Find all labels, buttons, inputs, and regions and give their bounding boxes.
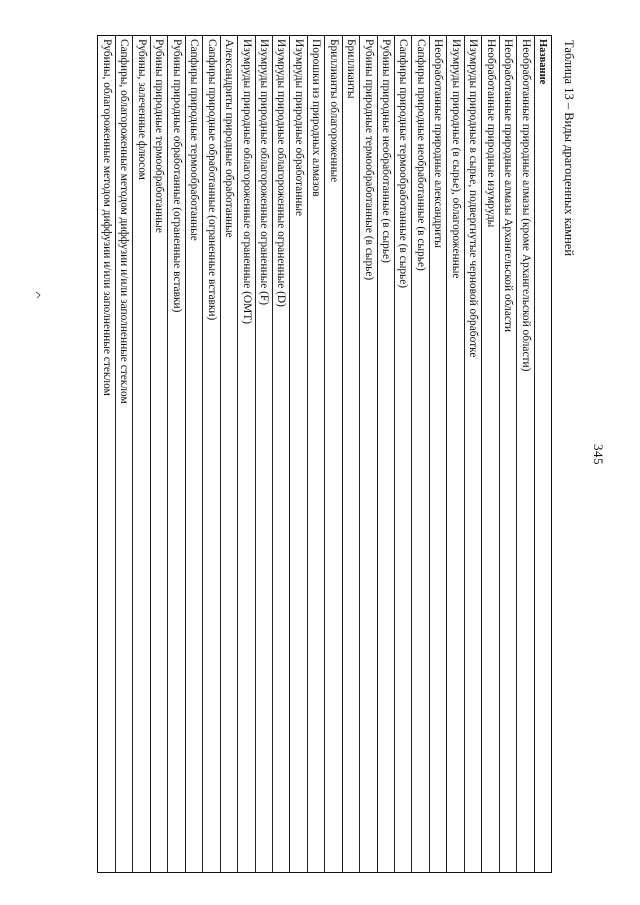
table-row: Необработанные природные изумруды [481,36,498,872]
pen-mark [34,290,44,300]
table-row: Изумруды природные обработанные [289,36,306,872]
table-row: Рубины, залеченные флюсом [133,36,150,872]
table-row: Изумруды природные (в сырье), облагороженные [446,36,463,872]
table-row: Сапфиры природные термообработанные [185,36,202,872]
table-row: Изумруды природные в сырье, подвергнутые черновой обработке [464,36,481,872]
table-header-cell: Название [534,36,551,872]
table-row: Бриллианты [342,36,359,872]
table-row: Порошки из природных алмазов [307,36,324,872]
table-row: Необработанные природные алмазы (кроме Архангельской области) [516,36,533,872]
table-row: Необработанные природные алмазы Архангельской области [499,36,516,872]
table-row: Изумруды природные облагороженные ограненные (OMT) [237,36,254,872]
table-row: Сапфиры природные термообработанные (в сырье) [394,36,411,872]
table-row: Рубины природные термообработанные [150,36,167,872]
table-row: Сапфиры природные необработанные (в сырье) [412,36,429,872]
table-row: Рубины природные термообработанные (в сырье) [359,36,376,872]
table-caption: Таблица 13 – Виды драгоценных камней [562,40,576,257]
table-row: Сапфиры природные обработанные (ограненные вставки) [202,36,219,872]
table-row: Рубины природные необработанные (в сырье) [377,36,394,872]
table-row: Изумруды природные облагороженные ограненные (F) [255,36,272,872]
table-row: Необработанные природные александриты [429,36,446,872]
table-row: Бриллианты облагороженные [324,36,341,872]
table-row: Сапфиры, облагороженные методом диффузии и/или заполненные стеклом [115,36,132,872]
gemstone-types-table [97,35,552,873]
table-row: Изумруды природные облагороженные ограненные (D) [272,36,289,872]
table-row: Александриты природные обработанные [220,36,237,872]
table-row: Рубины природные обработанные (ограненные вставки) [167,36,184,872]
table-row: Рубины, облагороженные методом диффузии и/или заполненные стеклом [101,39,114,396]
page-number: 345 [591,444,606,465]
